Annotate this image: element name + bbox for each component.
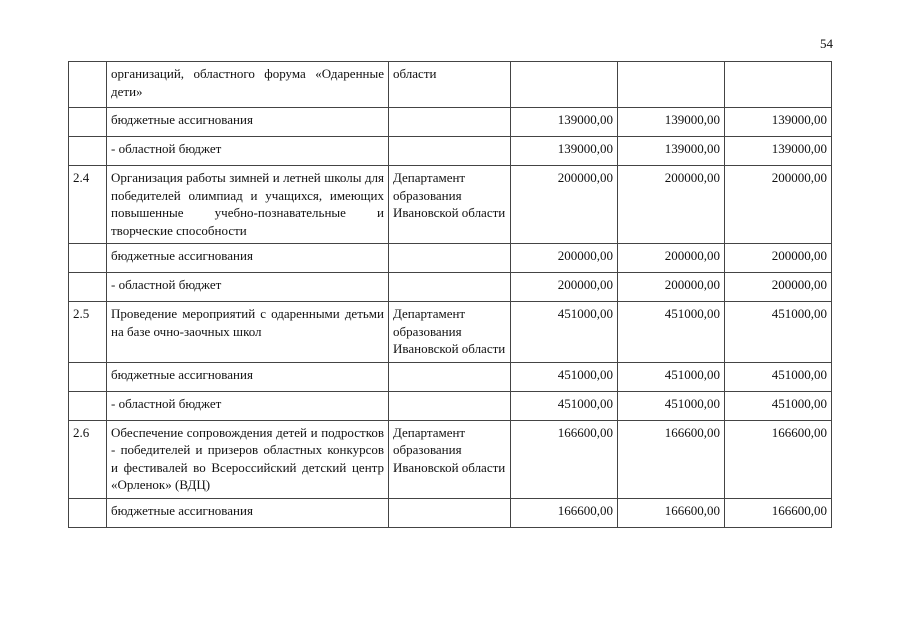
table-row (69, 166, 832, 244)
table-row (69, 302, 832, 363)
table-row (69, 108, 832, 137)
activity-name: организаций, областного форума «Одаренные дети» (107, 62, 389, 108)
value-year-3: 166600,00 (725, 420, 832, 498)
executor: Департамент образования Ивановской области (389, 420, 511, 498)
table-row (69, 244, 832, 273)
value-year-3: 200000,00 (725, 273, 832, 302)
value-year-1: 166600,00 (511, 420, 618, 498)
table-row (69, 273, 832, 302)
row-number (69, 108, 107, 137)
activity-name: бюджетные ассигнования (107, 362, 389, 391)
executor (389, 244, 511, 273)
row-number: 2.4 (69, 166, 107, 244)
activity-name: бюджетные ассигнования (107, 498, 389, 527)
executor (389, 391, 511, 420)
value-year-1: 200000,00 (511, 244, 618, 273)
value-year-2: 166600,00 (618, 420, 725, 498)
table-row (69, 420, 832, 498)
row-number: 2.5 (69, 302, 107, 363)
page-number: 54 (820, 36, 833, 51)
executor (389, 108, 511, 137)
value-year-2: 166600,00 (618, 498, 725, 527)
value-year-3: 451000,00 (725, 362, 832, 391)
table-row (69, 137, 832, 166)
value-year-3 (725, 62, 832, 108)
value-year-1: 200000,00 (511, 273, 618, 302)
value-year-2: 451000,00 (618, 391, 725, 420)
value-year-2: 451000,00 (618, 302, 725, 363)
executor (389, 362, 511, 391)
table-row (69, 62, 832, 108)
row-number (69, 62, 107, 108)
value-year-2: 200000,00 (618, 273, 725, 302)
value-year-1: 139000,00 (511, 108, 618, 137)
value-year-3: 139000,00 (725, 108, 832, 137)
executor: области (389, 62, 511, 108)
value-year-2: 200000,00 (618, 166, 725, 244)
activity-name: Обеспечение сопровождения детей и подростков - победителей и призеров областных конкурсов и фестивалей во Всероссийский детский центр «Орленок» (ВДЦ) (107, 420, 389, 498)
value-year-1: 451000,00 (511, 391, 618, 420)
activity-name: - областной бюджет (107, 273, 389, 302)
value-year-3: 451000,00 (725, 302, 832, 363)
executor (389, 137, 511, 166)
table-row (69, 391, 832, 420)
activity-name: Проведение мероприятий с одаренными детьми на базе очно-заочных школ (107, 302, 389, 363)
row-number (69, 244, 107, 273)
activity-name: бюджетные ассигнования (107, 244, 389, 273)
executor: Департамент образования Ивановской области (389, 302, 511, 363)
executor: Департамент образования Ивановской области (389, 166, 511, 244)
executor (389, 498, 511, 527)
budget-table (68, 61, 832, 528)
table-row (69, 498, 832, 527)
value-year-1: 451000,00 (511, 302, 618, 363)
activity-name: Организация работы зимней и летней школы для победителей олимпиад и учащихся, имеющих повышенные учебно-познавательные и творческие способности (107, 166, 389, 244)
value-year-3: 166600,00 (725, 498, 832, 527)
row-number (69, 137, 107, 166)
table-row (69, 362, 832, 391)
executor (389, 273, 511, 302)
value-year-2: 139000,00 (618, 108, 725, 137)
value-year-1: 139000,00 (511, 137, 618, 166)
activity-name: бюджетные ассигнования (107, 108, 389, 137)
value-year-1: 200000,00 (511, 166, 618, 244)
value-year-3: 200000,00 (725, 244, 832, 273)
row-number (69, 498, 107, 527)
row-number (69, 391, 107, 420)
row-number (69, 362, 107, 391)
value-year-2: 200000,00 (618, 244, 725, 273)
row-number (69, 273, 107, 302)
value-year-3: 451000,00 (725, 391, 832, 420)
value-year-1: 451000,00 (511, 362, 618, 391)
value-year-2 (618, 62, 725, 108)
activity-name: - областной бюджет (107, 137, 389, 166)
value-year-2: 451000,00 (618, 362, 725, 391)
row-number: 2.6 (69, 420, 107, 498)
value-year-1 (511, 62, 618, 108)
value-year-3: 139000,00 (725, 137, 832, 166)
activity-name: - областной бюджет (107, 391, 389, 420)
value-year-1: 166600,00 (511, 498, 618, 527)
value-year-2: 139000,00 (618, 137, 725, 166)
value-year-3: 200000,00 (725, 166, 832, 244)
